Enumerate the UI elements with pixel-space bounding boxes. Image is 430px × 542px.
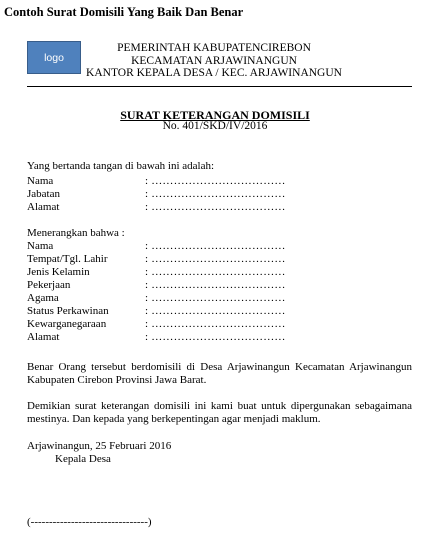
- field-value: : ………………………………: [145, 188, 286, 200]
- letterhead-line-3: KANTOR KEPALA DESA / KEC. ARJAWINANGUN: [86, 67, 342, 79]
- field-label: Nama: [27, 240, 54, 252]
- body-paragraph-1: Benar Orang tersebut berdomisili di Desa Arjawinangun Kecamatan Arjawinangun Kabupaten Cirebon Provinsi Jawa Barat.: [27, 361, 412, 386]
- letter-title: SURAT KETERANGAN DOMISILI: [120, 108, 310, 122]
- logo-label: logo: [44, 51, 64, 64]
- field-value: : ………………………………: [145, 253, 286, 265]
- subject-field-kewarganegaraan: [27, 318, 327, 331]
- field-label: Jabatan: [27, 188, 60, 200]
- field-value: : ………………………………: [145, 318, 286, 330]
- field-label: Pekerjaan: [27, 279, 71, 291]
- signature-line: (--------------------------------): [27, 516, 152, 528]
- field-value: : ………………………………: [145, 240, 286, 252]
- logo-placeholder: [27, 41, 81, 74]
- letterhead-line-2: KECAMATAN ARJAWINANGUN: [131, 54, 297, 67]
- field-label: Tempat/Tgl. Lahir: [27, 253, 108, 265]
- subject-intro: Menerangkan bahwa :: [27, 227, 125, 239]
- subject-field-alamat: [27, 331, 327, 344]
- subject-field-nama: [27, 240, 327, 253]
- signer-field-jabatan: [27, 188, 327, 201]
- field-label: Alamat: [27, 201, 60, 213]
- field-label: Agama: [27, 292, 59, 304]
- body-paragraph-2: Demikian surat keterangan domisili ini kami buat untuk dipergunakan sebagaimana mestinya. Dan kepada yang berkepentingan agar menjadi maklum.: [27, 400, 412, 425]
- signer-field-alamat: [27, 201, 327, 214]
- signer-position: Kepala Desa: [55, 453, 111, 465]
- field-label: Alamat: [27, 331, 60, 343]
- article-heading: Contoh Surat Domisili Yang Baik Dan Benar: [4, 5, 244, 19]
- place-date: Arjawinangun, 25 Februari 2016: [27, 440, 172, 452]
- field-label: Kewarganegaraan: [27, 318, 107, 330]
- subject-field-ttl: [27, 253, 327, 266]
- field-value: : ………………………………: [145, 175, 286, 187]
- field-value: : ………………………………: [145, 292, 286, 304]
- letterhead-divider: [27, 86, 412, 87]
- signer-intro: Yang bertanda tangan di bawah ini adalah:: [27, 160, 215, 172]
- letterhead: [84, 42, 344, 80]
- field-value: : ………………………………: [145, 331, 286, 343]
- subject-field-jenis-kelamin: [27, 266, 327, 279]
- field-value: : ………………………………: [145, 279, 286, 291]
- field-label: Status Perkawinan: [27, 305, 109, 317]
- subject-field-agama: [27, 292, 327, 305]
- subject-field-pekerjaan: [27, 279, 327, 292]
- field-value: : ………………………………: [145, 305, 286, 317]
- letterhead-line-1: PEMERINTAH KABUPATENCIREBON: [117, 42, 311, 54]
- signer-field-nama: [27, 175, 327, 188]
- letter-number: No. 401/SKD/IV/2016: [162, 120, 268, 132]
- field-label: Jenis Kelamin: [27, 266, 90, 278]
- field-label: Nama: [27, 175, 54, 187]
- subject-field-status: [27, 305, 327, 318]
- field-value: : ………………………………: [145, 201, 286, 213]
- field-value: : ………………………………: [145, 266, 286, 278]
